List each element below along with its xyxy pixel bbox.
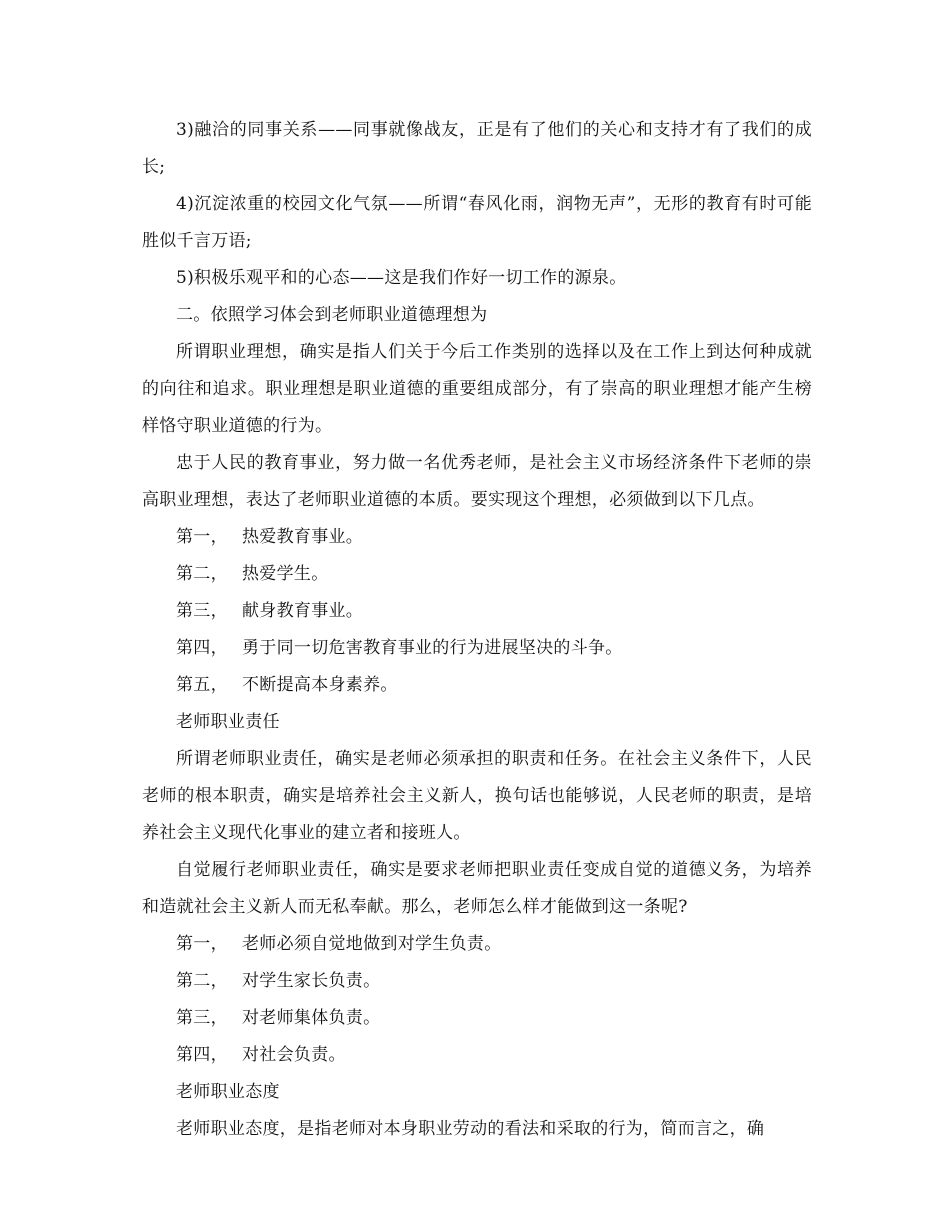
list-item-number: 第三， [176, 1008, 228, 1028]
list-item [142, 926, 812, 963]
list-item [142, 519, 812, 556]
list-item [142, 630, 812, 667]
list-item-number: 第三， [176, 601, 228, 621]
list-item-text: 对学生家长负责。 [242, 971, 381, 991]
list-item [142, 1037, 812, 1074]
paragraph: 老师职业责任 [176, 712, 280, 732]
paragraph: 二。依照学习体会到老师职业道德理想为 [176, 305, 488, 325]
list-item-number: 第五， [176, 675, 228, 695]
list-item-text: 对老师集体负责。 [242, 1008, 381, 1028]
list-item [142, 667, 812, 704]
list-item-text: 热爱学生。 [242, 564, 329, 584]
paragraph: 5)积极乐观平和的心态——这是我们作好一切工作的源泉。 [176, 268, 627, 288]
paragraph: 4)沉淀浓重的校园文化气氛——所谓“春风化雨，润物无声”，无形的教育有时可能胜似千言万语; [142, 194, 812, 251]
list-item-number: 第四， [176, 638, 228, 658]
list-item-number: 第一， [176, 934, 228, 954]
list-item-text: 对社会负责。 [242, 1045, 346, 1065]
list-item-text: 献身教育事业。 [242, 601, 364, 621]
body-text [142, 112, 812, 1148]
paragraph: 所谓老师职业责任，确实是老师必须承担的职责和任务。在社会主义条件下，人民老师的根本职责，确实是培养社会主义新人，换句话也能够说，人民老师的职责，是培养社会主义现代化事业的建立者和接班人。 [142, 749, 812, 843]
list-item-text: 勇于同一切危害教育事业的行为进展坚决的斗争。 [242, 638, 623, 658]
list-item [142, 556, 812, 593]
list-item [142, 593, 812, 630]
list-item-number: 第一， [176, 527, 228, 547]
list-item [142, 1000, 812, 1037]
list-item-text: 老师必须自觉地做到对学生负责。 [242, 934, 502, 954]
list-item-number: 第二， [176, 971, 228, 991]
list-item-text: 热爱教育事业。 [242, 527, 364, 547]
paragraph: 老师职业态度 [176, 1082, 280, 1102]
list-item-number: 第二， [176, 564, 228, 584]
list-item [142, 963, 812, 1000]
paragraph: 忠于人民的教育事业，努力做一名优秀老师，是社会主义市场经济条件下老师的崇高职业理想，表达了老师职业道德的本质。要实现这个理想，必须做到以下几点。 [142, 453, 812, 510]
paragraph: 所谓职业理想，确实是指人们关于今后工作类别的选择以及在工作上到达何种成就的向往和追求。职业理想是职业道德的重要组成部分，有了崇高的职业理想才能产生榜样恪守职业道德的行为。 [142, 342, 812, 436]
paragraph: 自觉履行老师职业责任，确实是要求老师把职业责任变成自觉的道德义务，为培养和造就社会主义新人而无私奉献。那么，老师怎么样才能做到这一条呢? [142, 860, 812, 917]
paragraph: 3)融洽的同事关系——同事就像战友，正是有了他们的关心和支持才有了我们的成长; [142, 120, 812, 177]
paragraph: 老师职业态度，是指老师对本身职业劳动的看法和采取的行为，简而言之，确 [176, 1119, 765, 1139]
list-item-number: 第四， [176, 1045, 228, 1065]
list-item-text: 不断提高本身素养。 [242, 675, 398, 695]
